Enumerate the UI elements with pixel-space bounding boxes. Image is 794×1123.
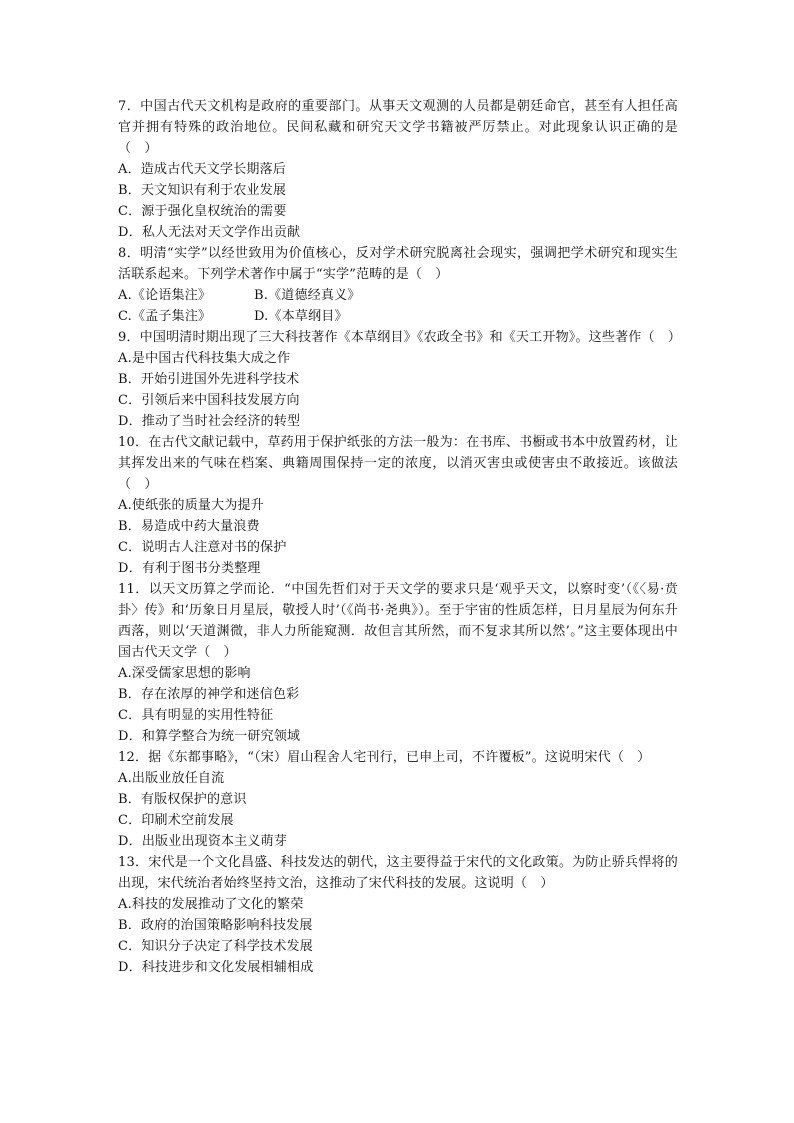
question-stem: 12．据《东都事略》，“（宋）眉山程舍人宅刊行，已申上司，不许覆板”。这说明宋代（ ） [118, 750, 651, 765]
question-7 [118, 96, 678, 243]
option-d: D．出版业出现资本主义萌芽 [118, 834, 288, 849]
question-12 [118, 747, 678, 852]
option-c: C．具有明显的实用性特征 [118, 708, 274, 723]
option-a: A.深受儒家思想的影响 [118, 666, 251, 681]
option-a: A．造成古代天文学长期落后 [118, 162, 286, 177]
question-stem: 8．明清“实学”以经世致用为价值核心，反对学术研究脱离社会现实，强调把学术研究和现实生活联系起来。下列学术著作中属于“实学”范畴的是（ ） [118, 246, 678, 282]
option-a: A.科技的发展推动了文化的繁荣 [118, 897, 304, 912]
document-page [118, 96, 682, 978]
option-b: B．天文知识有利于农业发展 [118, 183, 287, 198]
question-stem: 10．在古代文献记载中，草药用于保护纸张的方法一般为：在书库、书橱或书本中放置药材，让其挥发出来的气味在档案、典籍周围保持一定的浓度，以消灭害虫或使害虫不敢接近。该做法（ ） [118, 435, 678, 492]
option-c: C．印刷术空前发展 [118, 813, 234, 828]
option-d: D．有利于图书分类整理 [118, 561, 261, 576]
option-c: C．说明古人注意对书的保护 [118, 540, 287, 555]
question-13 [118, 852, 678, 978]
option-row [118, 306, 678, 327]
option-d: D．私人无法对天文学作出贡献 [118, 225, 301, 240]
option-d: D.《本草纲目》 [254, 309, 348, 324]
question-11 [118, 579, 678, 747]
question-stem: 13．宋代是一个文化昌盛、科技发达的朝代，这主要得益于宋代的文化政策。为防止骄兵悍将的出现，宋代统治者始终坚持文治，这推动了宋代科技的发展。这说明（ ） [118, 855, 678, 891]
option-a: A.《论语集注》 [118, 288, 212, 303]
question-stem: 7．中国古代天文机构是政府的重要部门。从事天文观测的人员都是朝廷命官，甚至有人担任高官并拥有特殊的政治地位。民间私藏和研究天文学书籍被严厉禁止。对此现象认识正确的是（ ） [118, 99, 678, 156]
option-c: C．源于强化皇权统治的需要 [118, 204, 287, 219]
question-stem: 9．中国明清时期出现了三大科技著作《本草纲目》《农政全书》和《天工开物》。这些著作（ ） [118, 330, 682, 345]
option-d: D．推动了当时社会经济的转型 [118, 414, 301, 429]
option-d: D．和算学整合为统一研究领域 [118, 729, 301, 744]
option-b: B．易造成中药大量浪费 [118, 519, 260, 534]
option-c: C.《孟子集注》 [118, 309, 212, 324]
option-c: C．知识分子决定了科学技术发展 [118, 939, 313, 954]
option-b: B．有版权保护的意识 [118, 792, 247, 807]
option-c: C．引领后来中国科技发展方向 [118, 393, 300, 408]
option-d: D．科技进步和文化发展相辅相成 [118, 960, 314, 975]
option-b: B．开始引进国外先进科学技术 [118, 372, 300, 387]
option-a: A.使纸张的质量大为提升 [118, 498, 264, 513]
option-a: A.出版业放任自流 [118, 771, 225, 786]
option-row [118, 285, 678, 306]
option-b: B.《道德经真义》 [254, 288, 361, 303]
question-stem: 11．以天文历算之学而论．“中国先哲们对于天文学的要求只是‘观乎天文，以察时变’（《〈易·贲卦〉传》和‘历象日月星辰，敬授人时’（《尚书·尧典》）。至于宇宙的性质怎样，日月星辰为何东升西落，则以‘天道渊微，非人力所能窥测．故但言其所然，而不复求其所以然’。”这主要体现出中国古代天文学（ ） [118, 582, 678, 660]
question-10 [118, 432, 678, 579]
option-b: B．政府的治国策略影响科技发展 [118, 918, 313, 933]
option-a: A.是中国古代科技集大成之作 [118, 351, 291, 366]
question-9 [118, 327, 682, 432]
option-b: B．存在浓厚的神学和迷信色彩 [118, 687, 300, 702]
question-8 [118, 243, 678, 327]
